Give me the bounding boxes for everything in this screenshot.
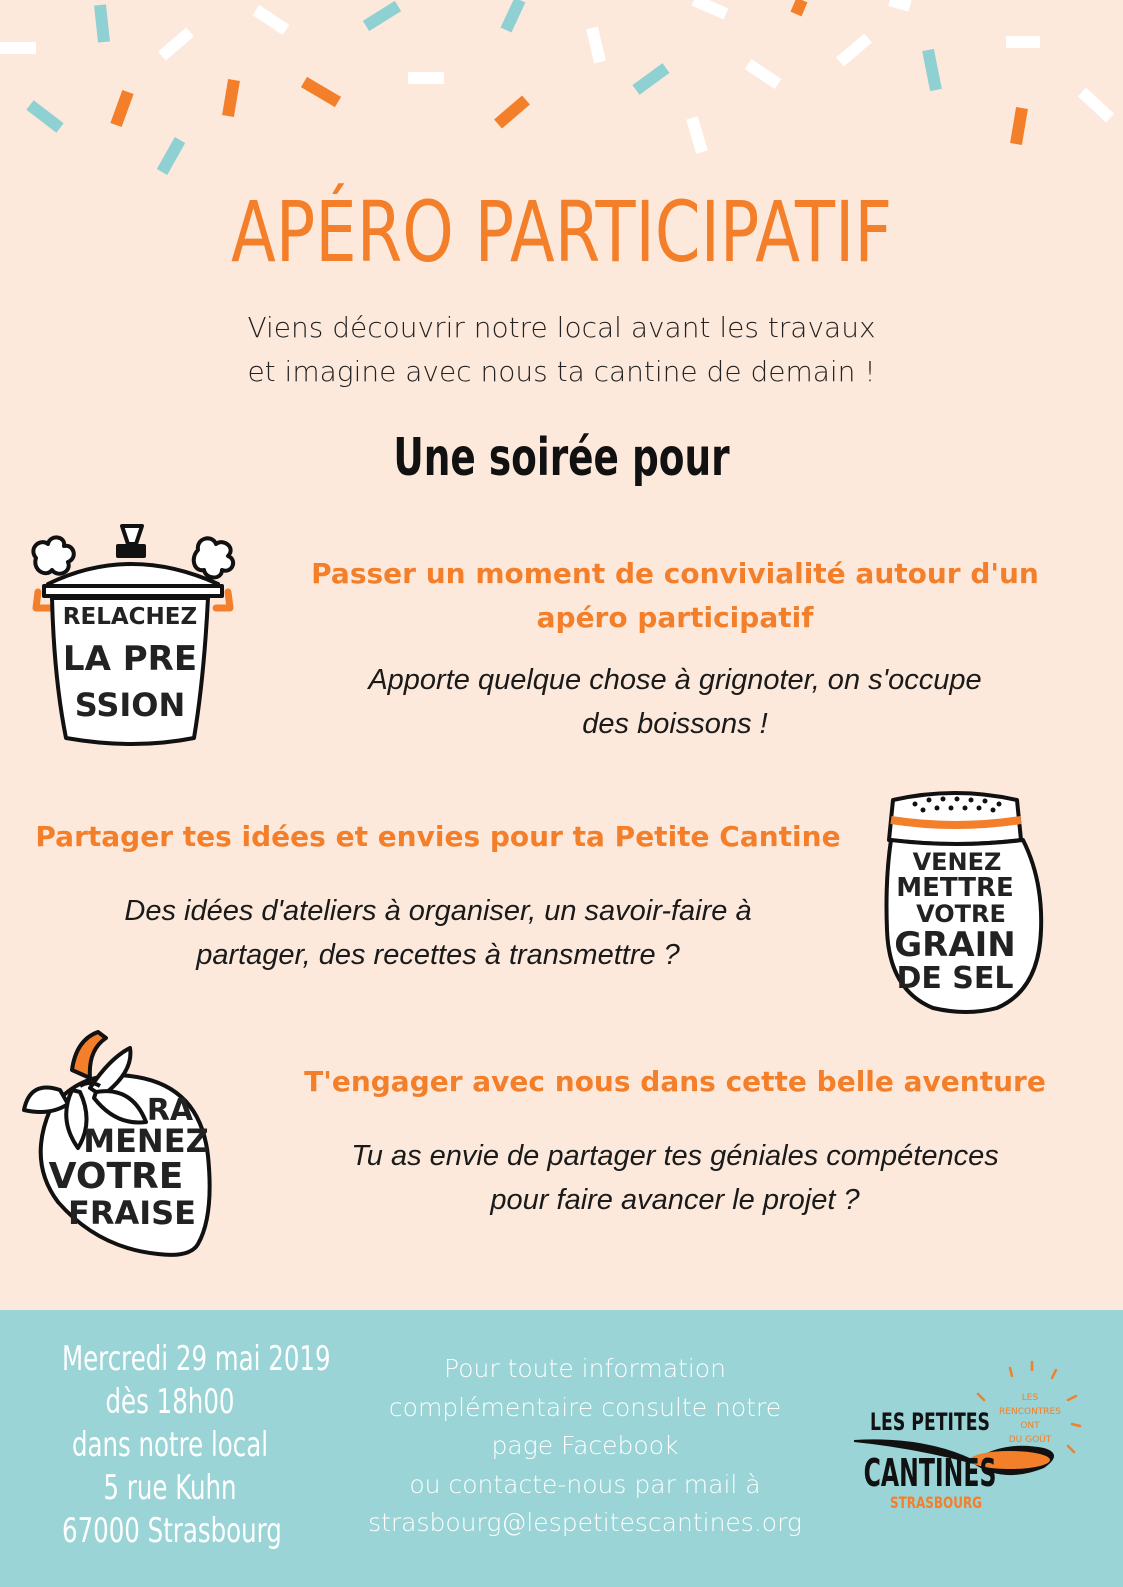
section-subtitle: Une soirée pour bbox=[393, 428, 730, 488]
shaker-text-5: DE SEL bbox=[896, 961, 1014, 996]
section-heading bbox=[18, 815, 858, 859]
section-body bbox=[270, 1134, 1080, 1222]
logo-tagline-2: RENCONTRES bbox=[999, 1407, 1061, 1417]
event-time: dès 18h00 bbox=[105, 1382, 235, 1422]
shaker-text-4: GRAIN bbox=[894, 925, 1016, 965]
email-link[interactable]: strasbourg@lespetitescantines.org bbox=[368, 1508, 802, 1537]
section-body-line: Des idées d'ateliers à organiser, un savoir-faire à bbox=[124, 895, 752, 927]
shaker-text-2: METTRE bbox=[896, 873, 1014, 903]
logo-city: STRASBOURG bbox=[889, 1494, 983, 1513]
section-body-line: partager, des recettes à transmettre ? bbox=[196, 939, 680, 971]
section-heading-line: T'engager avec nous dans cette belle aventure bbox=[304, 1065, 1046, 1098]
pressure-cooker-icon bbox=[18, 520, 240, 755]
section-heading bbox=[270, 1060, 1080, 1104]
event-street: 5 rue Kuhn bbox=[103, 1468, 237, 1508]
event-details bbox=[20, 1338, 331, 1553]
section-idees bbox=[18, 815, 858, 977]
logo-tagline-4: DU GOÛT bbox=[1008, 1435, 1052, 1445]
section-heading bbox=[275, 552, 1075, 640]
section-body-line: Tu as envie de partager tes géniales compétences bbox=[351, 1140, 999, 1172]
event-place: dans notre local bbox=[71, 1425, 269, 1465]
event-date: Mercredi 29 mai 2019 bbox=[61, 1339, 331, 1379]
strawberry-text-1: RA bbox=[146, 1093, 194, 1128]
contact-line: Pour toute information bbox=[444, 1354, 726, 1383]
logo-tagline-1: LES bbox=[1021, 1393, 1039, 1403]
section-body-line: des boissons ! bbox=[582, 708, 768, 740]
shaker-text-3: VOTRE bbox=[916, 900, 1006, 928]
section-convivialite bbox=[275, 552, 1075, 746]
strawberry-icon bbox=[20, 1030, 220, 1260]
logo-tagline-3: ONT bbox=[1020, 1421, 1040, 1431]
section-body-line: Apporte quelque chose à grignoter, on s'occupe bbox=[368, 664, 982, 696]
cooker-text-2: LA PRE bbox=[62, 639, 198, 679]
contact-line: complémentaire consulte notre bbox=[388, 1392, 782, 1422]
section-body bbox=[18, 889, 858, 977]
logo-line-1: LES PETITES bbox=[870, 1408, 990, 1436]
section-heading-line: Partager tes idées et envies pour ta Petite Cantine bbox=[35, 820, 841, 853]
salt-shaker-icon bbox=[865, 790, 1045, 1020]
section-body bbox=[275, 658, 1075, 746]
section-engager bbox=[270, 1060, 1080, 1222]
intro-line-2: et imagine avec nous ta cantine de demain ! bbox=[247, 355, 876, 388]
cooker-text-3: SSION bbox=[74, 686, 186, 724]
intro-text bbox=[200, 306, 923, 394]
facebook-link[interactable]: page Facebook bbox=[491, 1431, 679, 1460]
logo-line-2: CANTINES bbox=[863, 1452, 997, 1496]
cooker-text-1: RELACHEZ bbox=[62, 604, 198, 630]
footer bbox=[0, 1310, 1123, 1587]
strawberry-text-3: VOTRE bbox=[48, 1156, 184, 1197]
section-heading-line: apéro participatif bbox=[536, 601, 814, 634]
section-body-line: pour faire avancer le projet ? bbox=[490, 1184, 860, 1216]
section-heading-line: Passer un moment de convivialité autour d'un bbox=[311, 557, 1039, 590]
shaker-text-1: VENEZ bbox=[912, 848, 1002, 876]
contact-info bbox=[345, 1350, 825, 1543]
event-city: 67000 Strasbourg bbox=[61, 1511, 282, 1551]
intro-line-1: Viens découvrir notre local avant les travaux bbox=[247, 311, 876, 344]
strawberry-text-4: FRAISE bbox=[67, 1194, 197, 1232]
confetti-decoration bbox=[0, 0, 1123, 200]
les-petites-cantines-logo bbox=[850, 1350, 1090, 1530]
page-title: APÉRO PARTICIPATIF bbox=[230, 183, 893, 281]
strawberry-text-2: MENEZ bbox=[83, 1122, 209, 1160]
contact-line: ou contacte-nous par mail à bbox=[409, 1469, 761, 1499]
